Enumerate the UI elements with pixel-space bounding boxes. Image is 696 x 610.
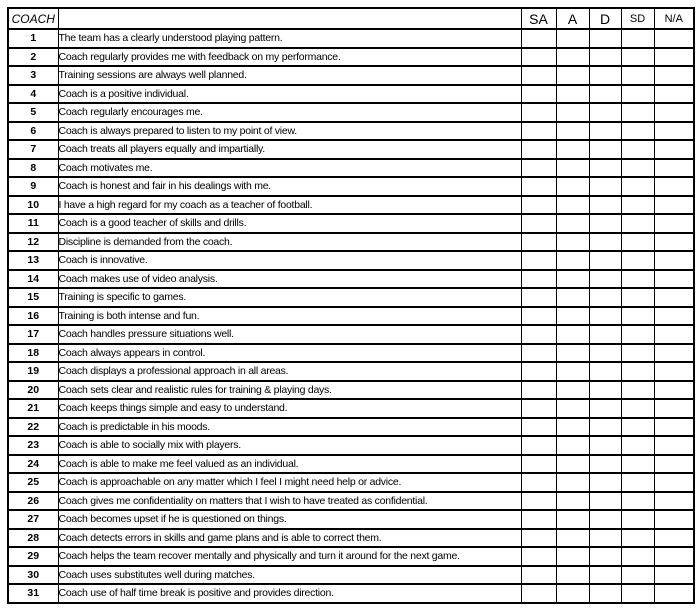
rating-cell-sd[interactable] <box>621 177 654 196</box>
rating-cell-sd[interactable] <box>621 510 654 529</box>
row-number: 27 <box>8 510 58 529</box>
rating-cell-na[interactable] <box>654 233 694 252</box>
rating-cell-sa[interactable] <box>521 140 556 159</box>
rating-cell-a[interactable] <box>556 381 589 400</box>
table-row <box>8 566 694 585</box>
statement-cell: Coach always appears in control. <box>58 344 521 363</box>
rating-cell-d[interactable] <box>589 233 621 252</box>
rating-cell-sa[interactable] <box>521 196 556 215</box>
coach-questionnaire-table <box>7 7 695 604</box>
rating-cell-a[interactable] <box>556 529 589 548</box>
rating-cell-na[interactable] <box>654 196 694 215</box>
table-row <box>8 66 694 85</box>
row-number: 17 <box>8 325 58 344</box>
rating-cell-na[interactable] <box>654 455 694 474</box>
rating-cell-na[interactable] <box>654 381 694 400</box>
row-number: 10 <box>8 196 58 215</box>
rating-cell-sa[interactable] <box>521 473 556 492</box>
rating-cell-d[interactable] <box>589 66 621 85</box>
statement-cell: Coach is a good teacher of skills and drills. <box>58 214 521 233</box>
rating-cell-sa[interactable] <box>521 29 556 48</box>
rating-cell-sd[interactable] <box>621 251 654 270</box>
rating-cell-sd[interactable] <box>621 547 654 566</box>
rating-cell-d[interactable] <box>589 473 621 492</box>
row-number: 18 <box>8 344 58 363</box>
header-strongly-disagree: SD <box>621 8 654 29</box>
rating-cell-a[interactable] <box>556 584 589 603</box>
rating-cell-d[interactable] <box>589 362 621 381</box>
rating-cell-sd[interactable] <box>621 122 654 141</box>
row-number: 20 <box>8 381 58 400</box>
rating-cell-a[interactable] <box>556 29 589 48</box>
statement-cell: Coach sets clear and realistic rules for training & playing days. <box>58 381 521 400</box>
table-row <box>8 344 694 363</box>
rating-cell-d[interactable] <box>589 418 621 437</box>
rating-cell-a[interactable] <box>556 473 589 492</box>
statement-cell: Coach makes use of video analysis. <box>58 270 521 289</box>
row-number: 5 <box>8 103 58 122</box>
rating-cell-sd[interactable] <box>621 473 654 492</box>
statement-cell: Coach use of half time break is positive and provides direction. <box>58 584 521 603</box>
rating-cell-a[interactable] <box>556 233 589 252</box>
rating-cell-sa[interactable] <box>521 214 556 233</box>
table-row <box>8 418 694 437</box>
rating-cell-d[interactable] <box>589 270 621 289</box>
rating-cell-na[interactable] <box>654 529 694 548</box>
table-row <box>8 140 694 159</box>
rating-cell-d[interactable] <box>589 251 621 270</box>
rating-cell-sa[interactable] <box>521 584 556 603</box>
statement-cell: Coach is innovative. <box>58 251 521 270</box>
rating-cell-sa[interactable] <box>521 288 556 307</box>
rating-cell-sd[interactable] <box>621 492 654 511</box>
statement-cell: Coach is predictable in his moods. <box>58 418 521 437</box>
rating-cell-na[interactable] <box>654 307 694 326</box>
statement-cell: Coach becomes upset if he is questioned on things. <box>58 510 521 529</box>
row-number: 31 <box>8 584 58 603</box>
rating-cell-sd[interactable] <box>621 140 654 159</box>
row-number: 25 <box>8 473 58 492</box>
rating-cell-d[interactable] <box>589 436 621 455</box>
rating-cell-sd[interactable] <box>621 362 654 381</box>
row-number: 7 <box>8 140 58 159</box>
row-number: 2 <box>8 48 58 67</box>
statement-cell: Coach displays a professional approach in all areas. <box>58 362 521 381</box>
rating-cell-na[interactable] <box>654 29 694 48</box>
rating-cell-sd[interactable] <box>621 196 654 215</box>
rating-cell-d[interactable] <box>589 140 621 159</box>
rating-cell-na[interactable] <box>654 214 694 233</box>
rating-cell-a[interactable] <box>556 270 589 289</box>
row-number: 24 <box>8 455 58 474</box>
rating-cell-sa[interactable] <box>521 177 556 196</box>
corner-header-coach: COACH <box>8 8 58 29</box>
rating-cell-a[interactable] <box>556 455 589 474</box>
rating-cell-sa[interactable] <box>521 159 556 178</box>
row-number: 6 <box>8 122 58 141</box>
rating-cell-sa[interactable] <box>521 66 556 85</box>
statement-cell: Coach is a positive individual. <box>58 85 521 104</box>
row-number: 26 <box>8 492 58 511</box>
rating-cell-a[interactable] <box>556 103 589 122</box>
table-row <box>8 307 694 326</box>
rating-cell-sd[interactable] <box>621 103 654 122</box>
table-row <box>8 436 694 455</box>
rating-cell-sd[interactable] <box>621 29 654 48</box>
statement-header <box>58 8 521 29</box>
table-row <box>8 270 694 289</box>
rating-cell-d[interactable] <box>589 492 621 511</box>
row-number: 12 <box>8 233 58 252</box>
statement-cell: Coach helps the team recover mentally and physically and turn it around for the next game. <box>58 547 521 566</box>
rating-cell-sa[interactable] <box>521 455 556 474</box>
rating-cell-d[interactable] <box>589 510 621 529</box>
rating-cell-na[interactable] <box>654 177 694 196</box>
rating-cell-na[interactable] <box>654 140 694 159</box>
table-row <box>8 177 694 196</box>
rating-cell-na[interactable] <box>654 270 694 289</box>
statement-cell: The team has a clearly understood playing pattern. <box>58 29 521 48</box>
statement-cell: Coach gives me confidentiality on matters that I wish to have treated as confidential. <box>58 492 521 511</box>
row-number: 1 <box>8 29 58 48</box>
row-number: 22 <box>8 418 58 437</box>
statement-cell: Coach is always prepared to listen to my point of view. <box>58 122 521 141</box>
rating-cell-sa[interactable] <box>521 307 556 326</box>
rating-cell-d[interactable] <box>589 196 621 215</box>
rating-cell-sa[interactable] <box>521 325 556 344</box>
rating-cell-a[interactable] <box>556 492 589 511</box>
rating-cell-na[interactable] <box>654 122 694 141</box>
rating-cell-sa[interactable] <box>521 122 556 141</box>
rating-cell-sa[interactable] <box>521 566 556 585</box>
statement-cell: Discipline is demanded from the coach. <box>58 233 521 252</box>
rating-cell-sd[interactable] <box>621 584 654 603</box>
table-row <box>8 510 694 529</box>
rating-cell-na[interactable] <box>654 547 694 566</box>
rating-cell-na[interactable] <box>654 399 694 418</box>
rating-cell-sa[interactable] <box>521 547 556 566</box>
rating-cell-d[interactable] <box>589 529 621 548</box>
rating-cell-na[interactable] <box>654 436 694 455</box>
rating-cell-sd[interactable] <box>621 344 654 363</box>
header-strongly-agree: SA <box>521 8 556 29</box>
rating-cell-a[interactable] <box>556 288 589 307</box>
rating-cell-sa[interactable] <box>521 418 556 437</box>
table-row <box>8 529 694 548</box>
rating-cell-a[interactable] <box>556 177 589 196</box>
rating-cell-sa[interactable] <box>521 233 556 252</box>
rating-cell-a[interactable] <box>556 140 589 159</box>
rating-cell-sa[interactable] <box>521 270 556 289</box>
rating-cell-na[interactable] <box>654 48 694 67</box>
table-row <box>8 455 694 474</box>
statement-cell: Training is specific to games. <box>58 288 521 307</box>
rating-cell-sd[interactable] <box>621 307 654 326</box>
rating-cell-sd[interactable] <box>621 48 654 67</box>
row-number: 19 <box>8 362 58 381</box>
rating-cell-na[interactable] <box>654 85 694 104</box>
rating-cell-d[interactable] <box>589 85 621 104</box>
table-row <box>8 48 694 67</box>
rating-cell-sa[interactable] <box>521 48 556 67</box>
rating-cell-sd[interactable] <box>621 418 654 437</box>
table-row <box>8 159 694 178</box>
rating-cell-d[interactable] <box>589 325 621 344</box>
row-number: 3 <box>8 66 58 85</box>
rating-cell-d[interactable] <box>589 214 621 233</box>
table-row <box>8 196 694 215</box>
statement-cell: Coach is honest and fair in his dealings with me. <box>58 177 521 196</box>
rating-cell-a[interactable] <box>556 122 589 141</box>
row-number: 13 <box>8 251 58 270</box>
rating-cell-d[interactable] <box>589 29 621 48</box>
rating-cell-sd[interactable] <box>621 270 654 289</box>
table-row <box>8 584 694 603</box>
rating-cell-sd[interactable] <box>621 288 654 307</box>
rating-cell-sa[interactable] <box>521 492 556 511</box>
rating-cell-na[interactable] <box>654 103 694 122</box>
rating-cell-na[interactable] <box>654 66 694 85</box>
rating-cell-sd[interactable] <box>621 159 654 178</box>
rating-cell-a[interactable] <box>556 510 589 529</box>
rating-cell-d[interactable] <box>589 381 621 400</box>
rating-cell-a[interactable] <box>556 251 589 270</box>
header-not-applicable: N/A <box>654 8 694 29</box>
statement-cell: Coach keeps things simple and easy to understand. <box>58 399 521 418</box>
rating-cell-a[interactable] <box>556 325 589 344</box>
header-row <box>8 8 694 29</box>
table-row <box>8 122 694 141</box>
rating-cell-sa[interactable] <box>521 381 556 400</box>
rating-cell-na[interactable] <box>654 251 694 270</box>
table-row <box>8 251 694 270</box>
rating-cell-d[interactable] <box>589 455 621 474</box>
statement-cell: I have a high regard for my coach as a teacher of football. <box>58 196 521 215</box>
rating-cell-d[interactable] <box>589 177 621 196</box>
rating-cell-na[interactable] <box>654 566 694 585</box>
rating-cell-na[interactable] <box>654 325 694 344</box>
rating-cell-sa[interactable] <box>521 85 556 104</box>
rating-cell-d[interactable] <box>589 566 621 585</box>
rating-cell-a[interactable] <box>556 307 589 326</box>
rating-cell-na[interactable] <box>654 344 694 363</box>
table-row <box>8 473 694 492</box>
rating-cell-sd[interactable] <box>621 566 654 585</box>
row-number: 28 <box>8 529 58 548</box>
rating-cell-a[interactable] <box>556 159 589 178</box>
table-row <box>8 288 694 307</box>
rating-cell-sd[interactable] <box>621 399 654 418</box>
table-row <box>8 325 694 344</box>
rating-cell-a[interactable] <box>556 362 589 381</box>
rating-cell-sd[interactable] <box>621 85 654 104</box>
rating-cell-sd[interactable] <box>621 233 654 252</box>
rating-cell-na[interactable] <box>654 473 694 492</box>
row-number: 21 <box>8 399 58 418</box>
rating-cell-sa[interactable] <box>521 510 556 529</box>
table-row <box>8 85 694 104</box>
rating-cell-na[interactable] <box>654 510 694 529</box>
rating-cell-a[interactable] <box>556 399 589 418</box>
table-row <box>8 214 694 233</box>
rating-cell-d[interactable] <box>589 103 621 122</box>
rating-cell-a[interactable] <box>556 214 589 233</box>
rating-cell-d[interactable] <box>589 122 621 141</box>
table-body <box>8 29 694 603</box>
rating-cell-sa[interactable] <box>521 251 556 270</box>
rating-cell-na[interactable] <box>654 362 694 381</box>
row-number: 15 <box>8 288 58 307</box>
rating-cell-sd[interactable] <box>621 436 654 455</box>
rating-cell-sa[interactable] <box>521 399 556 418</box>
table-row <box>8 103 694 122</box>
table-row <box>8 492 694 511</box>
row-number: 29 <box>8 547 58 566</box>
rating-cell-sd[interactable] <box>621 529 654 548</box>
rating-cell-sd[interactable] <box>621 66 654 85</box>
row-number: 9 <box>8 177 58 196</box>
row-number: 14 <box>8 270 58 289</box>
header-disagree: D <box>589 8 621 29</box>
rating-cell-na[interactable] <box>654 288 694 307</box>
row-number: 4 <box>8 85 58 104</box>
table-row <box>8 399 694 418</box>
statement-cell: Coach uses substitutes well during matches. <box>58 566 521 585</box>
rating-cell-d[interactable] <box>589 307 621 326</box>
rating-cell-sd[interactable] <box>621 381 654 400</box>
rating-cell-d[interactable] <box>589 584 621 603</box>
rating-cell-a[interactable] <box>556 85 589 104</box>
rating-cell-a[interactable] <box>556 566 589 585</box>
statement-cell: Coach detects errors in skills and game plans and is able to correct them. <box>58 529 521 548</box>
rating-cell-sd[interactable] <box>621 325 654 344</box>
row-number: 16 <box>8 307 58 326</box>
rating-cell-sa[interactable] <box>521 436 556 455</box>
row-number: 8 <box>8 159 58 178</box>
rating-cell-sa[interactable] <box>521 103 556 122</box>
rating-cell-d[interactable] <box>589 48 621 67</box>
rating-cell-a[interactable] <box>556 436 589 455</box>
statement-cell: Coach handles pressure situations well. <box>58 325 521 344</box>
statement-cell: Training is both intense and fun. <box>58 307 521 326</box>
rating-cell-d[interactable] <box>589 159 621 178</box>
table-row <box>8 381 694 400</box>
table-row <box>8 362 694 381</box>
rating-cell-a[interactable] <box>556 66 589 85</box>
rating-cell-a[interactable] <box>556 418 589 437</box>
table-row <box>8 29 694 48</box>
row-number: 11 <box>8 214 58 233</box>
header-agree: A <box>556 8 589 29</box>
statement-cell: Coach regularly provides me with feedback on my performance. <box>58 48 521 67</box>
table-row <box>8 547 694 566</box>
table-row <box>8 233 694 252</box>
statement-cell: Coach is able to socially mix with players. <box>58 436 521 455</box>
statement-cell: Coach motivates me. <box>58 159 521 178</box>
rating-cell-sa[interactable] <box>521 344 556 363</box>
rating-cell-a[interactable] <box>556 196 589 215</box>
rating-cell-d[interactable] <box>589 547 621 566</box>
rating-cell-a[interactable] <box>556 344 589 363</box>
statement-cell: Coach is approachable on any matter which I feel I might need help or advice. <box>58 473 521 492</box>
rating-cell-na[interactable] <box>654 492 694 511</box>
rating-cell-sa[interactable] <box>521 529 556 548</box>
rating-cell-d[interactable] <box>589 288 621 307</box>
rating-cell-sd[interactable] <box>621 214 654 233</box>
row-number: 23 <box>8 436 58 455</box>
rating-cell-na[interactable] <box>654 584 694 603</box>
rating-cell-sa[interactable] <box>521 362 556 381</box>
statement-cell: Coach is able to make me feel valued as an individual. <box>58 455 521 474</box>
rating-cell-sd[interactable] <box>621 455 654 474</box>
rating-cell-a[interactable] <box>556 48 589 67</box>
statement-cell: Coach regularly encourages me. <box>58 103 521 122</box>
rating-cell-d[interactable] <box>589 399 621 418</box>
statement-cell: Coach treats all players equally and impartially. <box>58 140 521 159</box>
row-number: 30 <box>8 566 58 585</box>
rating-cell-na[interactable] <box>654 159 694 178</box>
rating-cell-a[interactable] <box>556 547 589 566</box>
rating-cell-na[interactable] <box>654 418 694 437</box>
statement-cell: Training sessions are always well planned. <box>58 66 521 85</box>
rating-cell-d[interactable] <box>589 344 621 363</box>
